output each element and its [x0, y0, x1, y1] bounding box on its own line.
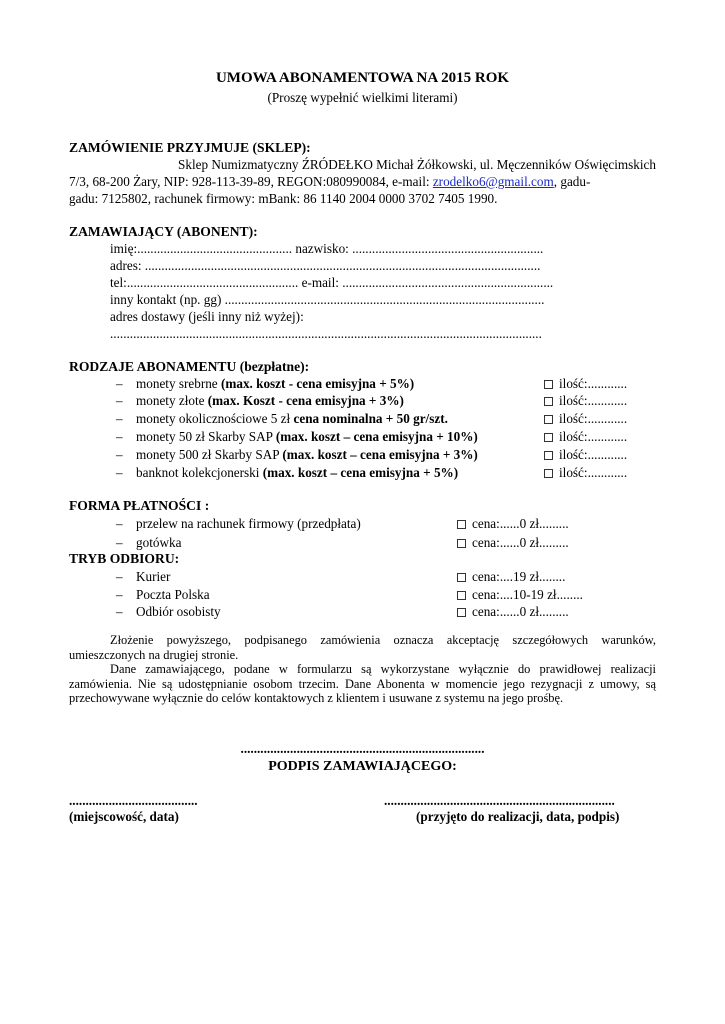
signature-line[interactable]: ..........................................................................	[240, 741, 485, 756]
shop-heading: ZAMÓWIENIE PRZYJMUJE (SKLEP):	[69, 140, 311, 155]
dash: –	[116, 393, 123, 408]
dash: –	[116, 569, 123, 584]
checkbox-icon[interactable]	[544, 433, 553, 442]
buyer-delivery-field[interactable]: ...................................................................................................................................	[110, 326, 542, 341]
pickup-price[interactable]: cena:....10-19 zł........	[457, 586, 583, 603]
buyer-address-field[interactable]: adres: ........................................................................................................................	[110, 258, 541, 273]
payment-item-label: gotówka	[136, 535, 182, 550]
checkbox-icon[interactable]	[544, 469, 553, 478]
pickup-item-label: Poczta Polska	[136, 587, 210, 602]
buyer-heading: ZAMAWIAJĄCY (ABONENT):	[69, 224, 258, 239]
payment-item-label: przelew na rachunek firmowy (przedpłata)	[136, 516, 361, 531]
checkbox-icon[interactable]	[457, 591, 466, 600]
subscription-item-label: monety srebrne (max. koszt - cena emisyjna + 5%)	[136, 376, 415, 391]
payment-price[interactable]: cena:......0 zł.........	[457, 515, 569, 532]
checkbox-icon[interactable]	[457, 539, 466, 548]
buyer-contact-field[interactable]: inny kontakt (np. gg) .................................................................................................	[110, 292, 545, 307]
subscription-qty[interactable]: ilość:............	[544, 428, 627, 445]
page-title: UMOWA ABONAMENTOWA NA 2015 ROK	[215, 70, 510, 86]
dash: –	[116, 411, 123, 426]
subscription-item-label: monety 50 zł Skarby SAP (max. koszt – cena emisyjna + 10%)	[136, 429, 478, 444]
subscription-item-label: monety złote (max. Koszt - cena emisyjna + 3%)	[136, 393, 404, 408]
place-date-line[interactable]: .......................................	[69, 793, 198, 808]
checkbox-icon[interactable]	[457, 520, 466, 529]
shop-line-2-text: 7/3, 68-200 Żary, NIP: 928-113-39-89, REGON:080990084, e-mail:	[69, 174, 433, 189]
dash: –	[116, 516, 123, 531]
dash: –	[116, 429, 123, 444]
page-subtitle: (Proszę wypełnić wielkimi literami)	[267, 90, 458, 105]
checkbox-icon[interactable]	[457, 573, 466, 582]
note-paragraph-2: Dane zamawiającego, podane w formularzu są wykorzystane wyłącznie do prawidłowej realizacji zamówienia. Nie są udostępnianie osobom trzecim. Dane Abonenta w momencie jego rezygnacji z umowy, są przechowywane wyłącznie do celów kontaktowych z klientem i usuwane z systemu na jego prośbę.	[69, 662, 656, 706]
checkbox-icon[interactable]	[457, 608, 466, 617]
shop-line-2	[69, 173, 656, 190]
shop-line-2-end: , gadu-	[553, 174, 591, 189]
payment-heading: FORMA PŁATNOŚCI :	[69, 498, 210, 513]
buyer-name-field[interactable]: imię:............................................... nazwisko: ..........................................................	[110, 241, 544, 256]
pickup-item-label: Odbiór osobisty	[136, 604, 221, 619]
checkbox-icon[interactable]	[544, 415, 553, 424]
shop-line-1: Sklep Numizmatyczny ŹRÓDEŁKO Michał Żółkowski, ul. Męczenników Oświęcimskich	[178, 157, 656, 172]
checkbox-icon[interactable]	[544, 380, 553, 389]
place-date-label: (miejscowość, data)	[69, 809, 179, 824]
accepted-line[interactable]: ......................................................................	[384, 793, 615, 808]
pickup-heading: TRYB ODBIORU:	[69, 551, 180, 566]
pickup-price[interactable]: cena:....19 zł........	[457, 568, 565, 585]
subscription-qty[interactable]: ilość:............	[544, 392, 627, 409]
pickup-price[interactable]: cena:......0 zł.........	[457, 603, 569, 620]
buyer-tel-email-field[interactable]: tel:.................................................... e-mail: ................................................................	[110, 275, 554, 290]
subscription-item-label: monety 500 zł Skarby SAP (max. koszt – cena emisyjna + 3%)	[136, 447, 478, 462]
subscription-qty[interactable]: ilość:............	[544, 410, 627, 427]
dash: –	[116, 465, 123, 480]
subscription-qty[interactable]: ilość:............	[544, 446, 627, 463]
dash: –	[116, 447, 123, 462]
subscriptions-heading: RODZAJE ABONAMENTU (bezpłatne):	[69, 359, 310, 374]
subscription-item-label: monety okolicznościowe 5 zł cena nominalna + 50 gr/szt.	[136, 411, 448, 426]
checkbox-icon[interactable]	[544, 451, 553, 460]
dash: –	[116, 376, 123, 391]
signature-label: PODPIS ZAMAWIAJĄCEGO:	[268, 759, 457, 774]
payment-price[interactable]: cena:......0 zł.........	[457, 534, 569, 551]
dash: –	[116, 535, 123, 550]
subscription-qty[interactable]: ilość:............	[544, 375, 627, 392]
subscription-qty[interactable]: ilość:............	[544, 464, 627, 481]
pickup-item-label: Kurier	[136, 569, 171, 584]
subscription-item-label: banknot kolekcjonerski (max. koszt – cena emisyjna + 5%)	[136, 465, 459, 480]
checkbox-icon[interactable]	[544, 397, 553, 406]
shop-email-link[interactable]: zrodelko6@gmail.com	[432, 174, 554, 189]
shop-line-3: gadu: 7125802, rachunek firmowy: mBank: 86 1140 2004 0000 3702 7405 1990.	[69, 191, 498, 206]
accepted-label: (przyjęto do realizacji, data, podpis)	[416, 809, 620, 824]
note-paragraph-1: Złożenie powyższego, podpisanego zamówienia oznacza akceptację szczegółowych warunków, umieszczonych na drugiej stronie.	[69, 633, 656, 662]
dash: –	[116, 587, 123, 602]
buyer-delivery-label: adres dostawy (jeśli inny niż wyżej):	[110, 309, 304, 324]
dash: –	[116, 604, 123, 619]
